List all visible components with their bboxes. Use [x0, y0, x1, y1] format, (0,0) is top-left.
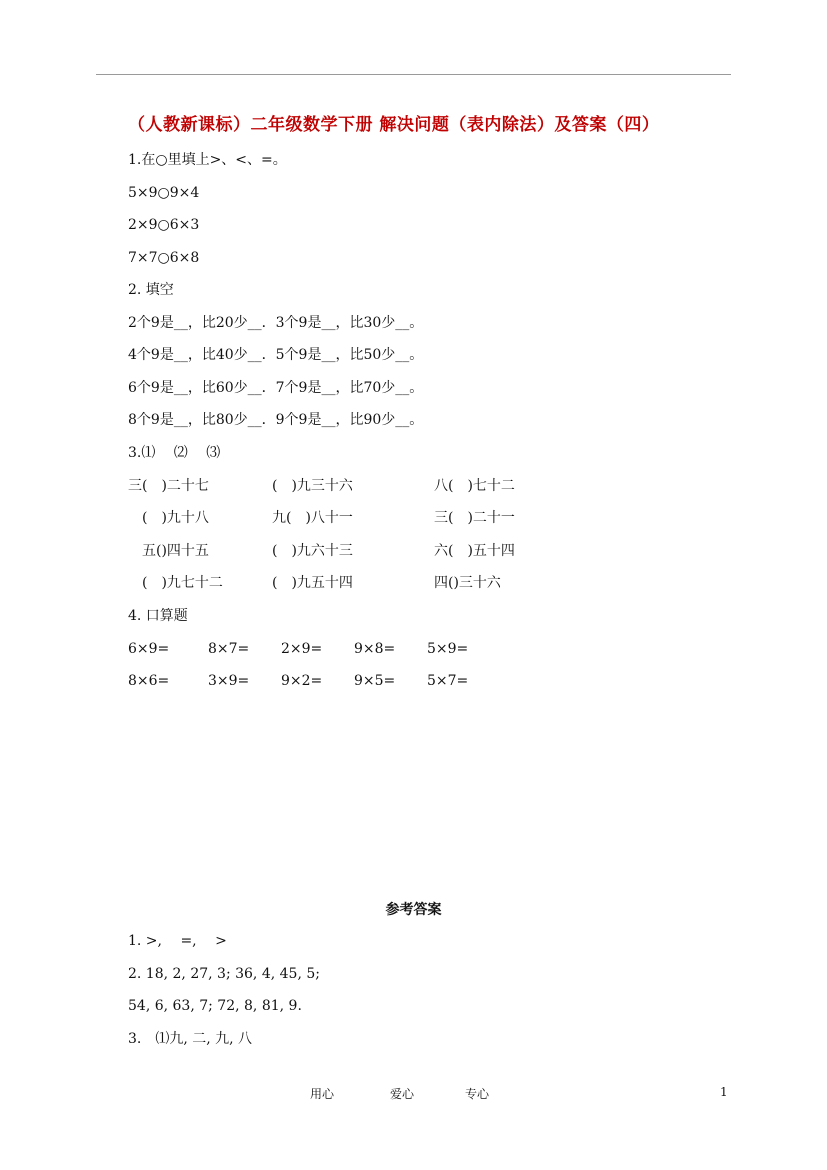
q4-problem: 8×7=: [208, 641, 250, 657]
q3-cell: ( )九六十三: [272, 543, 353, 559]
q3-cell: 六( )五十四: [434, 543, 515, 559]
answers-title: 参考答案: [385, 902, 442, 918]
q2-item: 6个9是__，比60少__．7个9是__，比70少__。: [128, 380, 424, 396]
q2-item: 8个9是__，比80少__．9个9是__，比90少__。: [128, 412, 424, 428]
q4-problem: 3×9=: [208, 673, 250, 689]
q4-problem: 9×8=: [354, 641, 396, 657]
q4-problem: 9×2=: [281, 673, 323, 689]
q2-item: 4个9是__，比40少__．5个9是__，比50少__。: [128, 347, 424, 363]
q3-cell: 三( )二十一: [434, 510, 515, 526]
document-title: （人教新课标）二年级数学下册 解决问题（表内除法）及答案（四）: [128, 115, 660, 135]
q4-problem: 9×5=: [354, 673, 396, 689]
answer-line: 3. ⑴九, 二, 九, 八: [128, 1031, 253, 1047]
q3-cell: 四()三十六: [434, 575, 501, 591]
q1-heading: 1.在○里填上>、<、=。: [128, 152, 287, 168]
q3-cell: 五()四十五: [142, 543, 209, 559]
q3-cell: ( )九七十二: [142, 575, 223, 591]
q4-problem: 2×9=: [281, 641, 323, 657]
q3-cell: 九( )八十一: [272, 510, 353, 526]
q4-problem: 6×9=: [128, 641, 170, 657]
page-number: 1: [720, 1085, 728, 1099]
answer-line: 1. >, =, >: [128, 933, 227, 949]
footer-item: 爱心: [390, 1087, 415, 1101]
q3-cell: 八( )七十二: [434, 478, 515, 494]
q4-problem: 8×6=: [128, 673, 170, 689]
q3-cell: 三( )二十七: [128, 478, 209, 494]
q2-item: 2个9是__，比20少__．3个9是__，比30少__。: [128, 315, 424, 331]
q3-cell: ( )九十八: [142, 510, 209, 526]
q1-item: 7×7○6×8: [128, 250, 200, 266]
q3-heading: 3.⑴ ⑵ ⑶: [128, 445, 221, 461]
q1-item: 5×9○9×4: [128, 185, 200, 201]
q3-cell: ( )九五十四: [272, 575, 353, 591]
q4-problem: 5×9=: [427, 641, 469, 657]
footer-item: 用心: [310, 1087, 335, 1101]
q1-item: 2×9○6×3: [128, 217, 200, 233]
q3-cell: ( )九三十六: [272, 478, 353, 494]
q4-heading: 4. 口算题: [128, 608, 188, 624]
q4-problem: 5×7=: [427, 673, 469, 689]
header-rule: [96, 74, 731, 75]
q2-heading: 2. 填空: [128, 282, 174, 298]
answer-line: 2. 18, 2, 27, 3; 36, 4, 45, 5;: [128, 966, 320, 982]
answer-line: 54, 6, 63, 7; 72, 8, 81, 9.: [128, 998, 302, 1014]
footer-item: 专心: [465, 1087, 490, 1101]
